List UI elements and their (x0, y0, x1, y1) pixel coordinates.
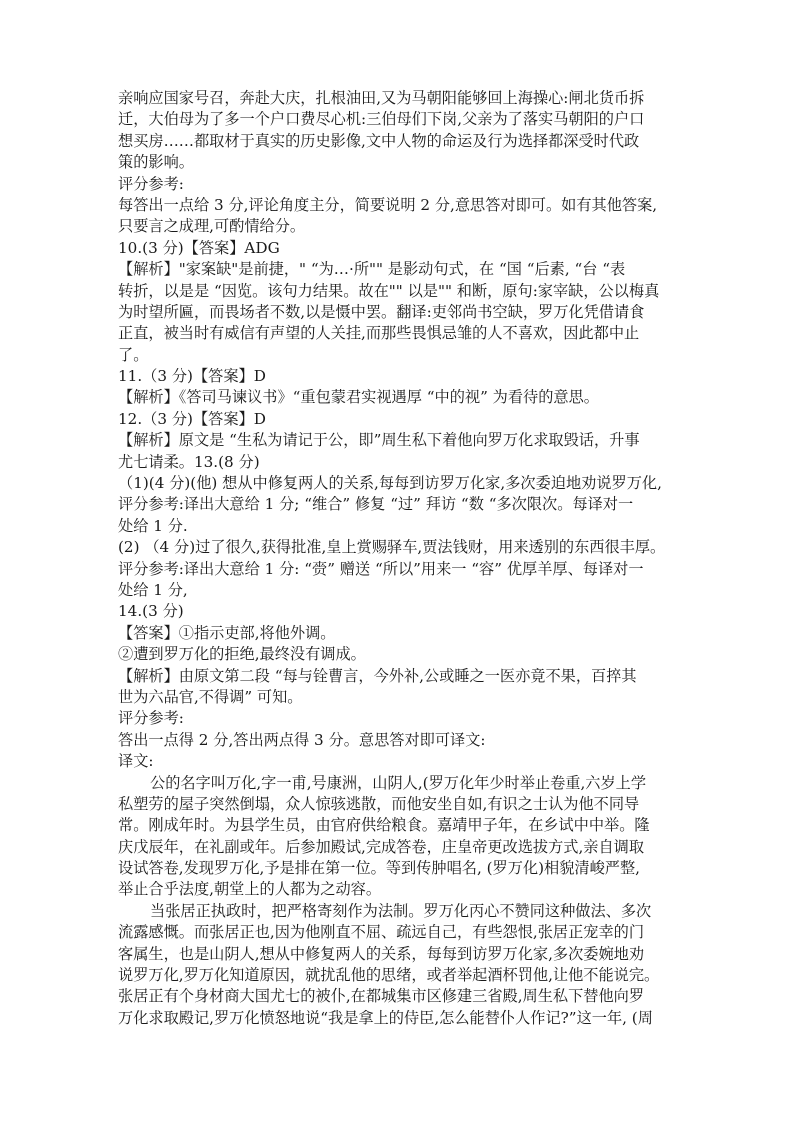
text-line: 转折，以是是 “因览。该句力结果。故在"" 以是"" 和断，原句:家宰缺，公以梅真 (118, 281, 660, 300)
text-line: 只要言之成理,可酌情给分。 (118, 217, 306, 236)
text-line: 为时望所匾，而畏场者不数,以是慑中罢。翻译:吏邻尚书空缺，罗万化凭借请食 (118, 302, 645, 321)
text-line: 答出一点得 2 分,答出两点得 3 分。意思答对即可译文: (118, 730, 486, 749)
text-line: 策的影响。 (118, 153, 194, 172)
text-line: 公的名字叫万化,字一甫,号康洲，山阴人,(罗万化年少时举止卷重,六岁上学 (150, 773, 647, 792)
text-line: 设试答卷,发现罗万化,予是排在第一位。等到传肿唱名, (罗万化)相貌清峻严整, (118, 859, 640, 878)
text-line: 处给 1 分. (118, 516, 188, 535)
text-line: 尤七请柔。13.(8 分) (118, 452, 260, 471)
text-line: 评分参考:译出大意给 1 分; “维合” 修复 “过” 拜访 “数 “多次限次。每译对一 (118, 495, 634, 514)
text-line: 11.（3 分)【答案】D (118, 367, 266, 386)
text-line: 当张居正执政时，把严格寄刻作为法制。罗万化丙心不赞同这种做法、多次 (150, 901, 652, 920)
text-line: 【解析】由原文第二段 “每与铨曹言，今外补,公或睡之一医亦竟不果，百捽其 (118, 666, 637, 685)
text-line: 举止合乎法度,朝堂上的人都为之动容。 (118, 880, 382, 899)
text-line: 私塑劳的屋子突然倒塌，众人惊骇逃散，而他安坐自如,有识之士认为他不同导 (118, 794, 640, 813)
text-line: 张居正有个身材商大国尤七的被仆,在都城集市区修建三省殿,周生私下替他向罗 (118, 987, 645, 1006)
text-line: ②遭到罗万化的拒绝,最终没有调成。 (118, 645, 366, 664)
text-line: 评分参考: (118, 174, 184, 193)
text-line: 想买房……都取材于真实的历史影像,文中人物的命运及行为选择都深受时代政 (118, 131, 640, 150)
text-line: 迁，大伯母为了多一个户口费尽心机:三伯母们下岗,父亲为了落实马朝阳的户口 (118, 110, 645, 129)
text-line: 亲响应国家号召，奔赴大庆，扎根油田,又为马朝阳能够回上海操心:闸北货币拆 (118, 89, 645, 107)
text-line: 说罗万化,罗万化知道原因，就扰乱他的思绪，或者举起酒杯罚他,让他不能说完。 (118, 966, 660, 985)
text-line: 正直，被当时有威信有声望的人关挂,而那些畏惧忌雏的人不喜欢，因此都中止 (118, 324, 640, 343)
text-line: 评分参考: (118, 709, 184, 728)
text-line: 客属生，也是山阴人,想从中修复两人的关系，每每到访罗万化家,多次委婉地劝 (118, 944, 645, 963)
text-line: 世为六品官,不得调” 可知。 (118, 687, 303, 706)
text-line: 译文: (118, 752, 154, 771)
text-line: 【答案】①指示吏部,将他外调。 (118, 623, 336, 642)
text-line: 庆戊辰年，在礼副或年。后参加殿试,完成答卷，庄皇帝更改选拔方式,亲自调取 (118, 837, 645, 856)
text-line: （1)(4 分)(他) 想从中修复两人的关系,每每到访罗万化家,多次委迫地劝说罗万化, (118, 474, 662, 493)
text-line: 流露感慨。而张居正也,因为他刚直不屈、疏远自己，有些怨恨,张居正宠幸的门 (118, 923, 645, 942)
text-line: (2) （4 分)过了很久,获得批准,皇上赏赐驿车,贾法钱财，用来透别的东西很丰厚。 (118, 538, 666, 557)
document-page (118, 88, 678, 1029)
text-line: 万化求取殿记,罗万化愤怒地说“我是拿上的侍臣,怎么能替仆人作记?”这一年, (周 (118, 1008, 653, 1027)
text-line: 12.（3 分)【答案】D (118, 409, 266, 428)
text-line: 【解析】"家案缺"是前捷，" “为…·所"" 是影动句式，在 “国 “后素, “台 “表 (118, 260, 626, 279)
text-line: 评分参考:译出大意给 1 分: “赍” 赠送 “所以”用来一 “容” 优厚羊厚、每译对一 (118, 559, 644, 578)
text-line: 常。刚成年时。为县学生员，由官府供给粮食。嘉靖甲子年，在乡试中中举。隆 (118, 816, 650, 835)
text-line: 处给 1 分, (118, 580, 188, 599)
text-line: 【解析】原文是 “生私为请记于公，即”周生私下着他向罗万化求取毁话，升事 (118, 431, 640, 450)
text-line: 每答出一点给 3 分,评论角度主分，简要说明 2 分,意思答对即可。如有其他答案, (118, 195, 658, 214)
text-line: 了。 (118, 345, 149, 364)
text-line: 【解析】《答司马谏议书》“重包蒙君实视遇厚 “中的视” 为看待的意思。 (118, 388, 599, 407)
text-line: 10.(3 分)【答案】ADG (118, 238, 280, 257)
text-line: 14.(3 分) (118, 602, 184, 621)
